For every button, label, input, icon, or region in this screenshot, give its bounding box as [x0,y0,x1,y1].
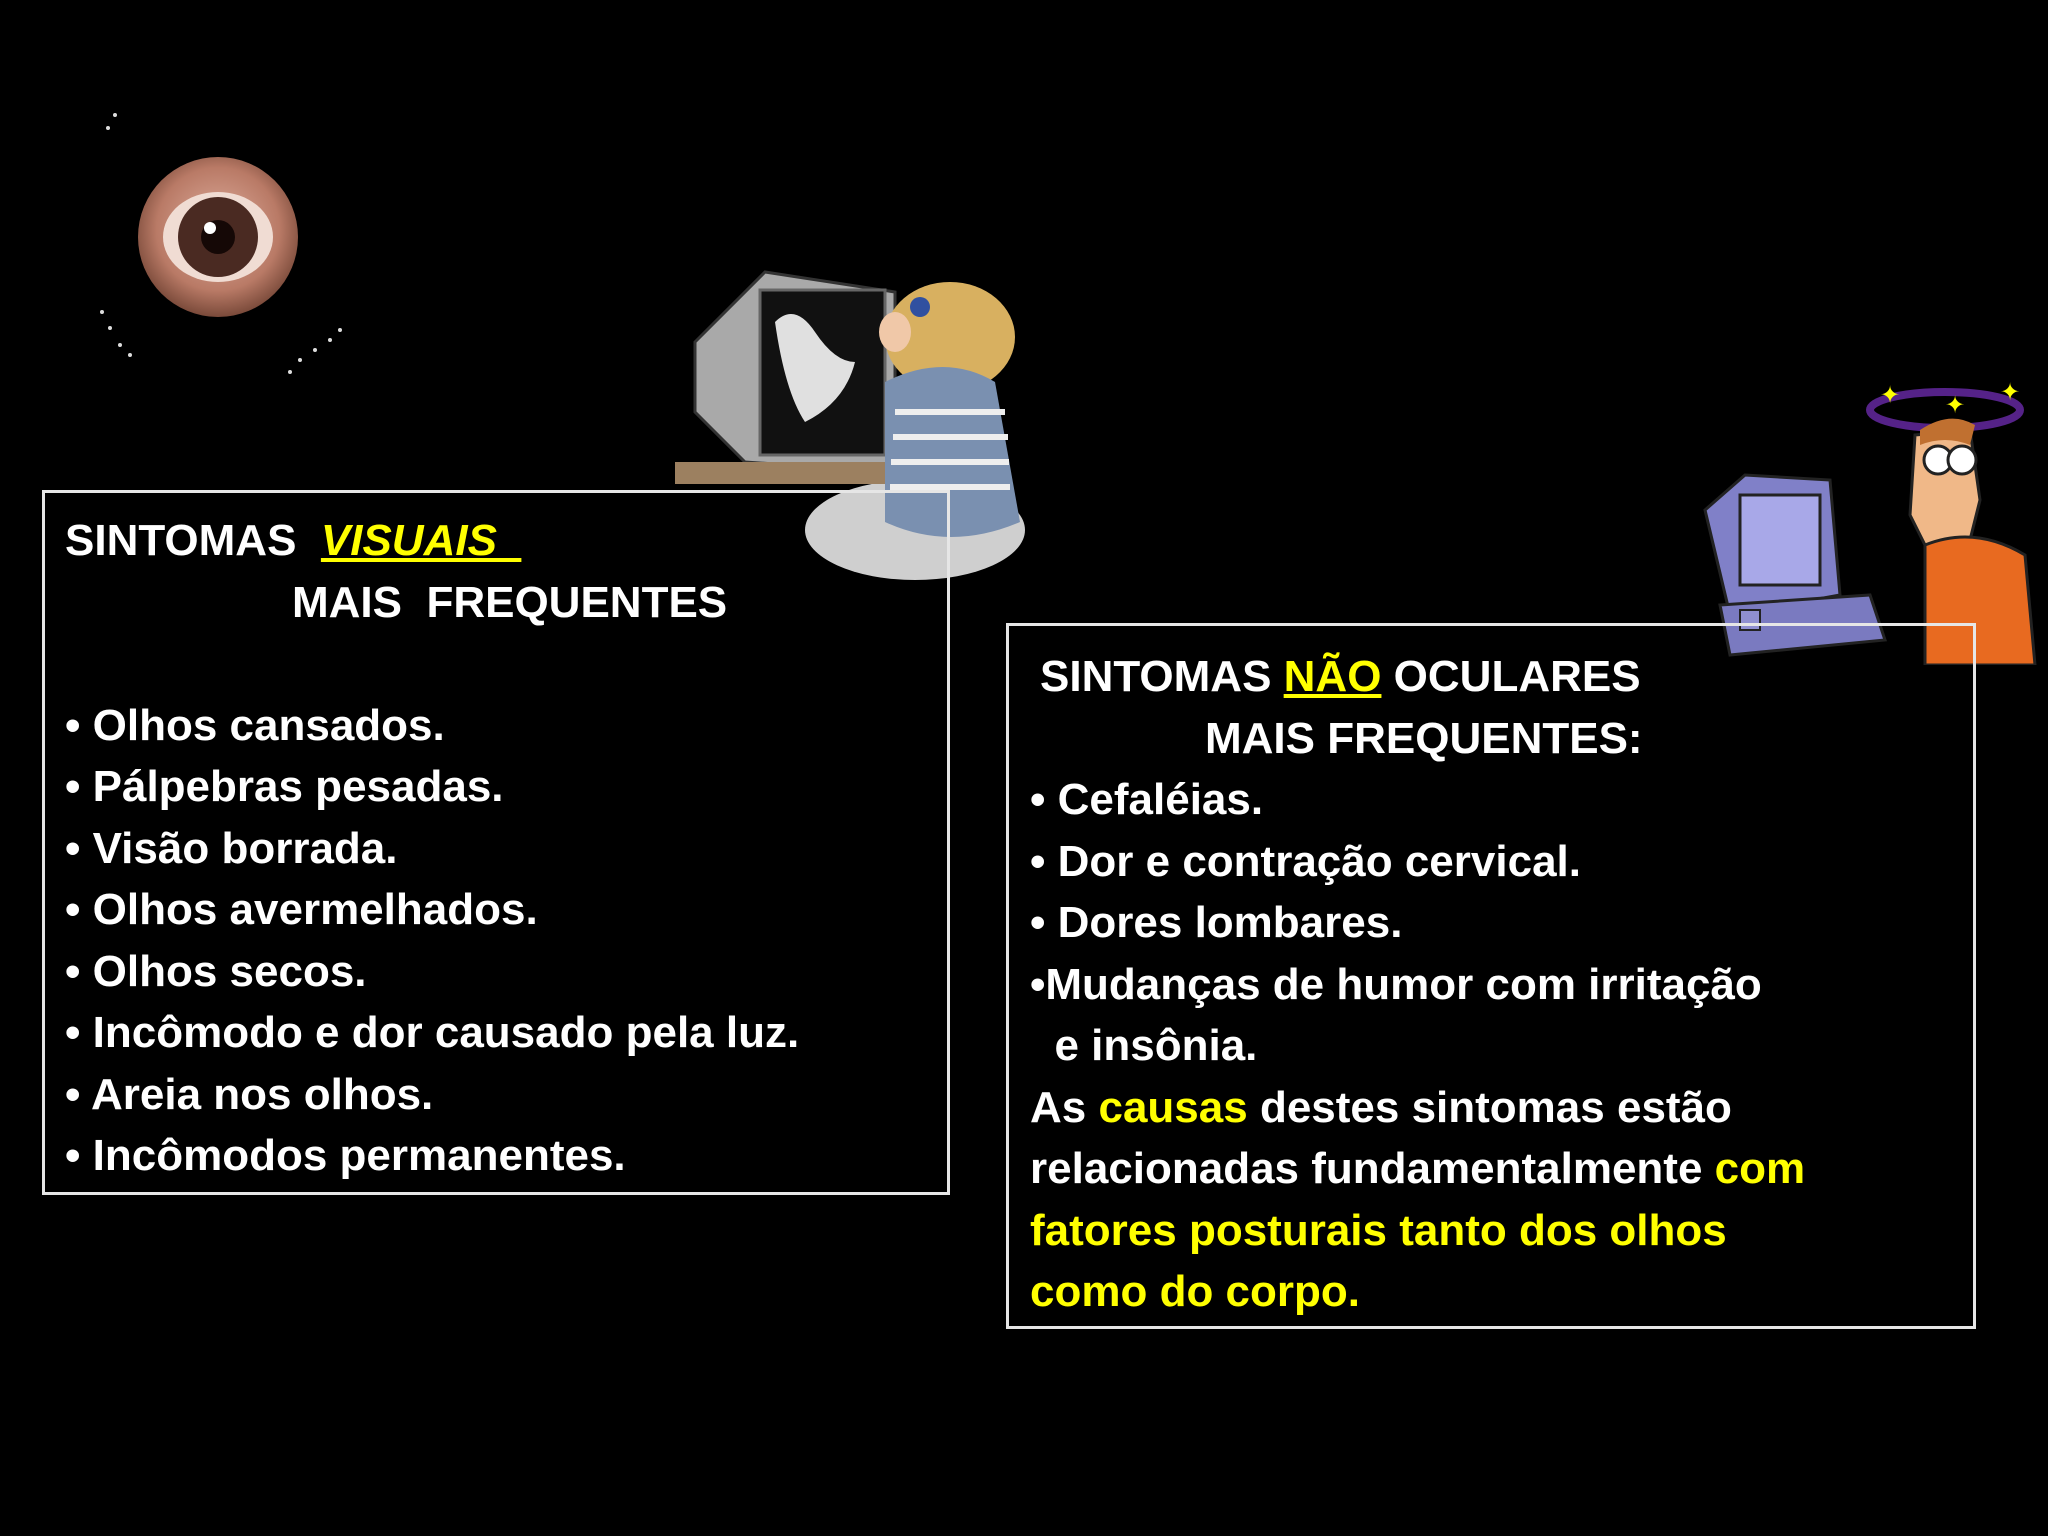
cause-text: destes sintomas estão [1247,1082,1732,1132]
list-item: • Incômodos permanentes. [65,1131,626,1180]
nonocular-box-subtitle: MAIS FREQUENTES: [1205,713,1643,763]
list-item: • Areia nos olhos. [65,1069,434,1119]
svg-text:✦: ✦ [1880,381,1901,409]
nonocular-box-title [1030,646,1973,708]
visual-title-prefix: SINTOMAS [65,516,321,565]
eye-icon [90,100,370,390]
list-item: • Olhos avermelhados. [65,885,538,934]
svg-text:✦: ✦ [1945,391,1966,419]
nonocular-title-suffix: OCULARES [1381,652,1641,701]
spacer [65,633,947,695]
nonocular-title-highlight: NÃO [1283,652,1382,701]
list-item: • Cefaléias. [1030,775,1264,824]
cause-highlight: com [1714,1144,1806,1193]
visual-box-title [65,510,947,572]
nonocular-title-prefix: SINTOMAS [1040,652,1284,701]
visual-box-subtitle: MAIS FREQUENTES [292,577,728,627]
visual-title-highlight: VISUAIS [320,516,522,565]
list-item: • Dores lombares. [1030,898,1403,947]
list-item: • Olhos cansados. [65,700,445,750]
dizzy-man-at-computer-illustration [1700,375,2040,665]
cause-text: As [1030,1082,1099,1132]
visual-symptoms-box [42,490,950,1195]
list-item: e insônia. [1030,1021,1258,1070]
list-item: • Olhos secos. [65,946,367,996]
cause-line-1 [1030,1077,1973,1139]
nonocular-symptoms-box [1006,623,1976,1329]
cause-line-3: fatores posturais tanto dos olhos [1030,1205,1727,1255]
list-item: • Incômodo e dor causado pela luz. [65,1008,800,1057]
cause-text: relacionadas fundamentalmente [1030,1144,1715,1193]
list-item: • Visão borrada. [65,823,398,873]
cause-line-2 [1030,1138,1973,1200]
cause-line-4: como do corpo. [1030,1267,1360,1316]
list-item: •Mudanças de humor com irritação [1030,959,1762,1009]
svg-text:✦: ✦ [2000,378,2021,406]
cause-highlight: causas [1098,1082,1248,1132]
list-item: • Dor e contração cervical. [1030,836,1581,886]
list-item: • Pálpebras pesadas. [65,762,504,811]
